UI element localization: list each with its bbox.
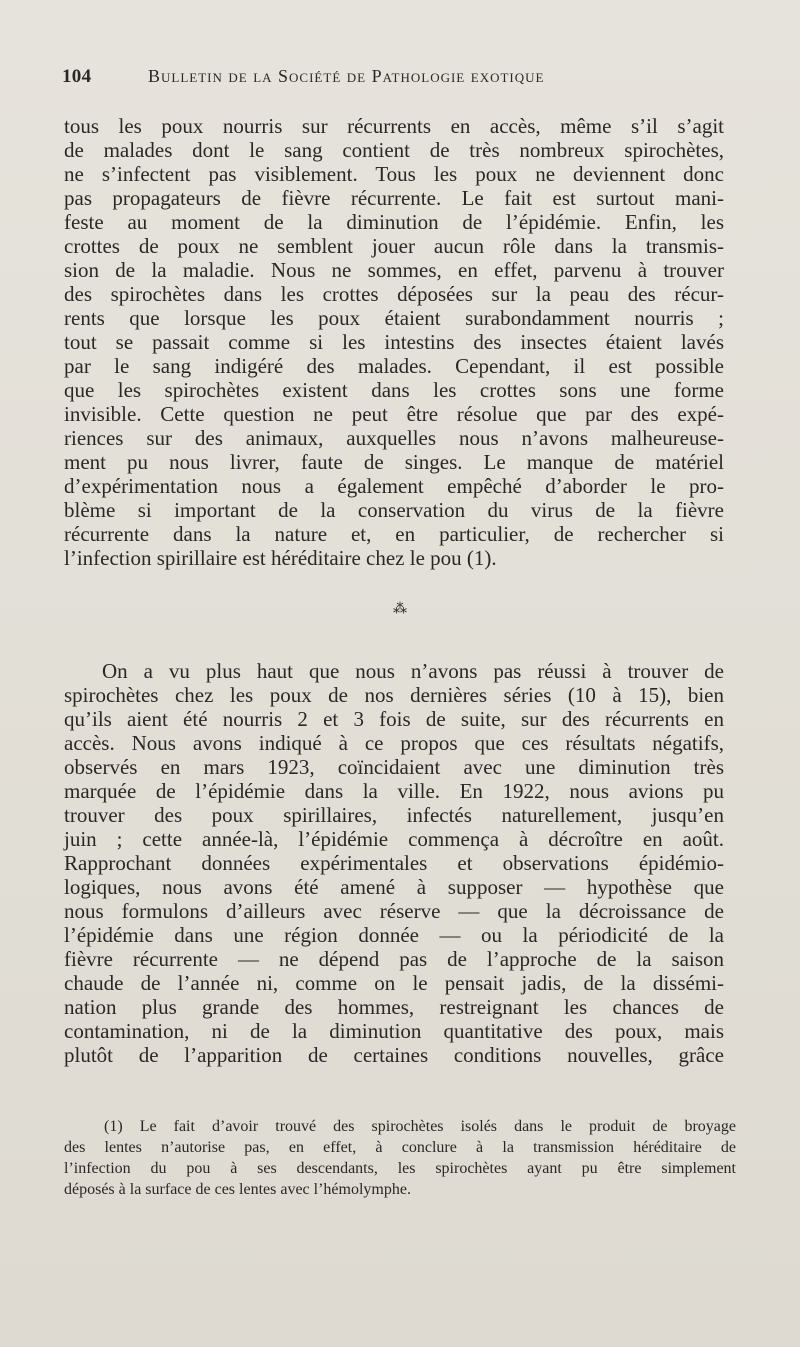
text-line: crottes de poux ne semblent jouer aucun rôle dans la transmis-: [64, 234, 724, 258]
text-line: sion de la maladie. Nous ne sommes, en effet, parvenu à trouver: [64, 258, 724, 282]
footnote-line: déposés à la surface de ces lentes avec l’hémolymphe.: [64, 1181, 411, 1198]
text-line: de malades dont le sang contient de très nombreux spirochètes,: [64, 138, 724, 162]
text-line: tous les poux nourris sur récurrents en accès, même s’il s’agit: [64, 114, 724, 138]
footnote-line: des lentes n’autorise pas, en effet, à conclure à la transmission héréditaire de: [64, 1139, 736, 1156]
text-line: récurrente dans la nature et, en particulier, de rechercher si: [64, 522, 724, 546]
page-number: 104: [62, 66, 92, 87]
text-line: rents que lorsque les poux étaient surabondamment nourris ;: [64, 306, 724, 330]
text-line: invisible. Cette question ne peut être résolue que par des expé-: [64, 402, 724, 426]
text-line: que les spirochètes existent dans les crottes sons une forme: [64, 378, 724, 402]
text-line: par le sang indigéré des malades. Cependant, il est possible: [64, 354, 724, 378]
text-line: nous formulons d’ailleurs avec réserve — que la décroissance de: [64, 899, 724, 923]
text-line: l’infection spirillaire est héréditaire chez le pou (1).: [64, 546, 497, 570]
footnote-line: l’infection du pou à ses descendants, les spirochètes ayant pu être simplement: [64, 1160, 736, 1177]
running-title: Bulletin de la Société de Pathologie exotique: [148, 66, 545, 86]
text-line: fièvre récurrente — ne dépend pas de l’approche de la saison: [64, 947, 724, 971]
footnote-line: (1) Le fait d’avoir trouvé des spirochètes isolés dans le produit de broyage: [104, 1118, 736, 1135]
text-line: d’expérimentation nous a également empêché d’aborder le pro-: [64, 474, 724, 498]
text-line: On a vu plus haut que nous n’avons pas réussi à trouver de: [102, 659, 724, 683]
text-line: trouver des poux spirillaires, infectés naturellement, jusqu’en: [64, 803, 724, 827]
text-line: ment pu nous livrer, faute de singes. Le manque de matériel: [64, 450, 724, 474]
text-line: qu’ils aient été nourris 2 et 3 fois de suite, sur des récurrents en: [64, 707, 724, 731]
text-line: contamination, ni de la diminution quantitative des poux, mais: [64, 1019, 724, 1043]
page-header: [62, 66, 662, 92]
text-line: logiques, nous avons été amené à supposer — hypothèse que: [64, 875, 724, 899]
text-line: juin ; cette année-là, l’épidémie commença à décroître en août.: [64, 827, 724, 851]
text-line: spirochètes chez les poux de nos dernières séries (10 à 15), bien: [64, 683, 724, 707]
text-line: marquée de l’épidémie dans la ville. En 1922, nous avions pu: [64, 779, 724, 803]
text-line: blème si important de la conservation du virus de la fièvre: [64, 498, 724, 522]
section-asterism: ⁂: [393, 602, 407, 617]
text-line: des spirochètes dans les crottes déposées sur la peau des récur-: [64, 282, 724, 306]
text-line: pas propagateurs de fièvre récurrente. Le fait est surtout mani-: [64, 186, 724, 210]
text-line: tout se passait comme si les intestins des insectes étaient lavés: [64, 330, 724, 354]
text-line: riences sur des animaux, auxquelles nous n’avons malheureuse-: [64, 426, 724, 450]
text-line: feste au moment de la diminution de l’épidémie. Enfin, les: [64, 210, 724, 234]
text-line: accès. Nous avons indiqué à ce propos que ces résultats négatifs,: [64, 731, 724, 755]
text-line: nation plus grande des hommes, restreignant les chances de: [64, 995, 724, 1019]
text-line: observés en mars 1923, coïncidaient avec une diminution très: [64, 755, 724, 779]
text-line: plutôt de l’apparition de certaines conditions nouvelles, grâce: [64, 1043, 724, 1067]
text-line: chaude de l’année ni, comme on le pensait jadis, de la dissémi-: [64, 971, 724, 995]
text-line: ne s’infectent pas visiblement. Tous les poux ne deviennent donc: [64, 162, 724, 186]
text-line: l’épidémie dans une région donnée — ou la périodicité de la: [64, 923, 724, 947]
text-line: Rapprochant données expérimentales et observations épidémio-: [64, 851, 724, 875]
